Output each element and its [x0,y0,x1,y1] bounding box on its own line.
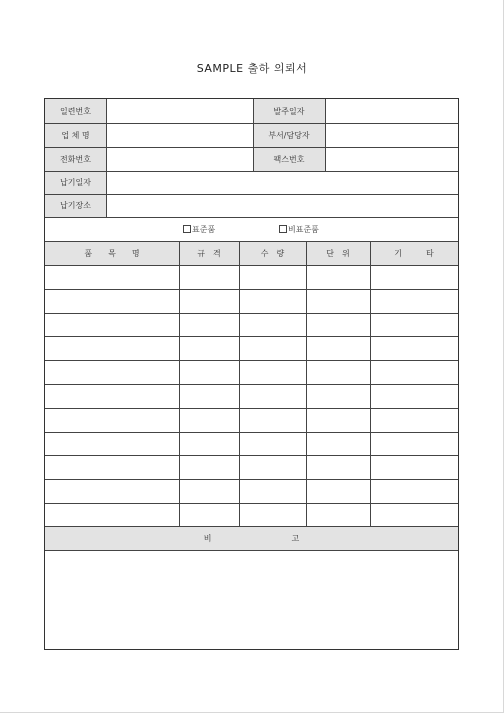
rule [325,99,326,171]
rule [45,336,458,337]
rule [45,289,458,290]
remarks-header: 비 고 [203,533,300,543]
rule [45,360,458,361]
rule [239,241,240,526]
label-order-date: 발주일자 [273,106,305,116]
label-phone: 전화번호 [60,154,91,164]
rule [45,313,458,314]
option-standard-label: 표준품 [192,224,216,234]
header-item-name: 품 목 명 [84,248,140,258]
option-non-standard[interactable] [279,222,319,236]
header-spec: 규 격 [197,248,221,258]
rule [45,265,458,266]
rule [45,550,458,551]
rule [45,455,458,456]
checkbox-icon[interactable] [183,225,191,233]
rule [45,503,458,504]
label-fax: 팩스번호 [273,154,305,164]
rule [45,384,458,385]
label-delivery-place: 납기장소 [60,201,91,210]
rule [179,241,180,526]
rule [45,479,458,480]
document-title: SAMPLE 출하 의뢰서 [196,62,308,75]
label-company: 업 체 명 [61,130,90,140]
rule [45,432,458,433]
rule [45,408,458,409]
header-other: 기 타 [394,248,434,258]
rule [370,241,371,526]
rule [106,99,107,217]
rule [306,241,307,526]
label-serial-no: 일련번호 [60,106,91,116]
label-department: 부서/담당자 [268,130,310,140]
label-delivery-date: 납기일자 [60,178,91,187]
option-non-standard-label: 비표준품 [288,224,319,234]
header-quantity: 수 량 [260,248,285,258]
checkbox-icon[interactable] [279,225,287,233]
header-unit: 단 위 [326,248,350,258]
shipment-request-form [44,98,459,650]
rule [45,217,458,218]
option-standard[interactable] [183,222,215,236]
